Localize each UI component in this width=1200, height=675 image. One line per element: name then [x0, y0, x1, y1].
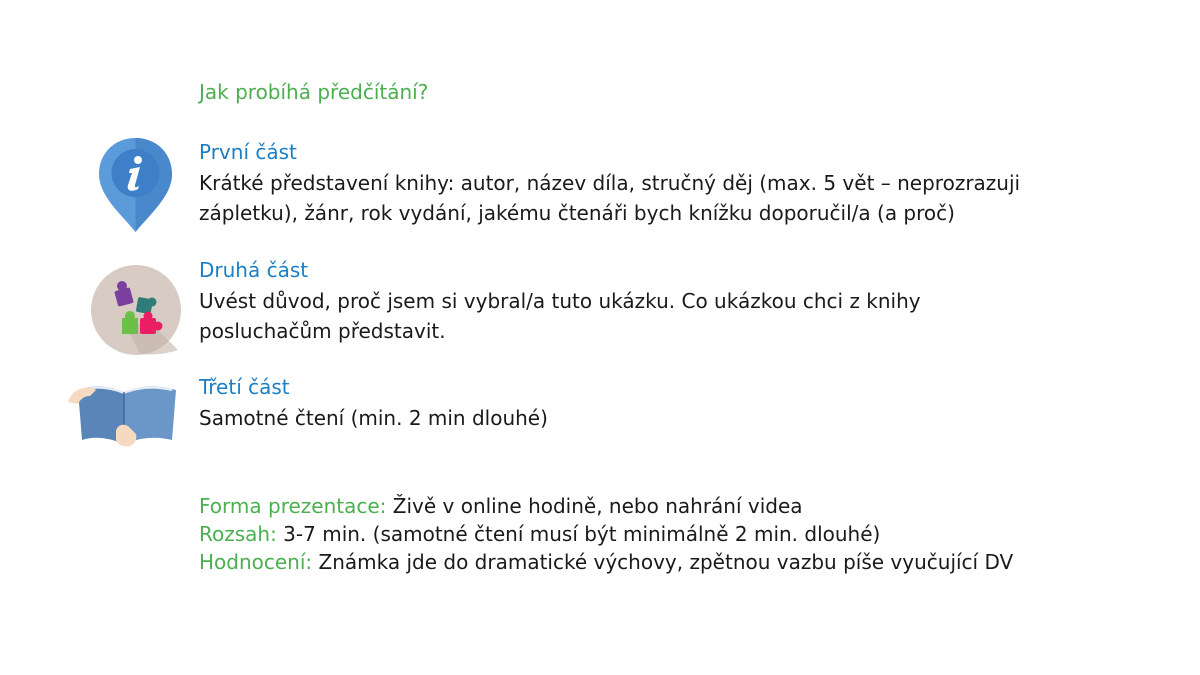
info-label: Forma prezentace: [199, 494, 387, 518]
section-text-line: posluchačům představit. [199, 319, 446, 343]
info-value: Známka jde do dramatické výchovy, zpětnou vazbu píše vyučující DV [312, 550, 1014, 574]
info-block [199, 492, 1013, 576]
info-line-form [199, 492, 1013, 520]
section-heading: Druhá část [199, 258, 309, 282]
open-book-icon [66, 380, 182, 448]
section-text [199, 403, 1159, 433]
section-second [199, 256, 1159, 346]
info-line-grading [199, 548, 1013, 576]
section-text-line: Krátké představení knihy: autor, název díla, stručný děj (max. 5 vět – neprozrazuji [199, 171, 1021, 195]
section-text [199, 168, 1159, 228]
section-heading: První část [199, 140, 297, 164]
info-value: 3-7 min. (samotné čtení musí být minimálně 2 min. dlouhé) [276, 522, 881, 546]
section-text [199, 286, 1159, 346]
info-label: Hodnocení: [199, 550, 313, 574]
section-text-line: Uvést důvod, proč jsem si vybral/a tuto ukázku. Co ukázkou chci z knihy [199, 289, 921, 313]
section-text-line: zápletku), žánr, rok vydání, jakému čtenáři bych knížku doporučil/a (a proč) [199, 201, 955, 225]
section-first [199, 138, 1159, 228]
section-heading: Třetí část [199, 375, 290, 399]
info-value: Živě v online hodině, nebo nahrání videa [386, 494, 803, 518]
section-third [199, 373, 1159, 433]
info-label: Rozsah: [199, 522, 277, 546]
info-line-range [199, 520, 1013, 548]
section-text-line: Samotné čtení (min. 2 min dlouhé) [199, 406, 548, 430]
puzzle-icon [90, 264, 182, 356]
page-title: Jak probíhá předčítání? [199, 80, 429, 104]
info-pin-icon [97, 136, 174, 234]
